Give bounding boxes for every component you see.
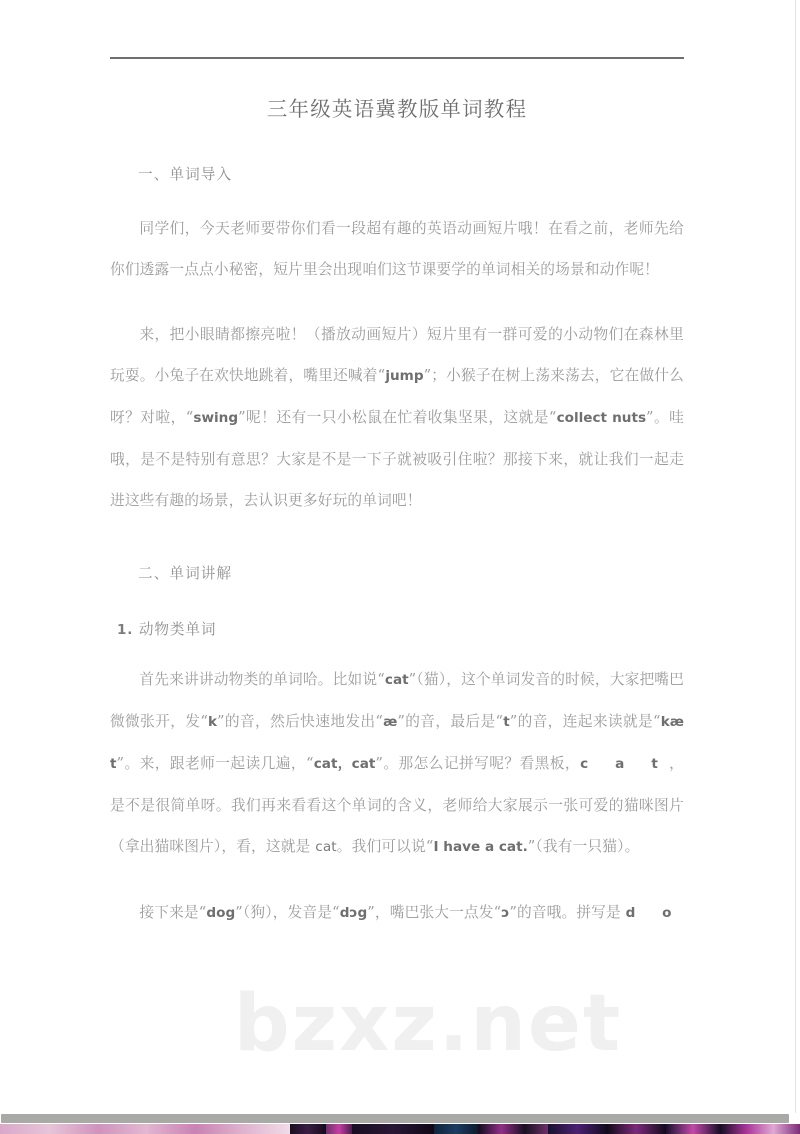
next-page-preview[interactable] bbox=[0, 1124, 800, 1134]
phonetic-dog: dɔg bbox=[339, 905, 368, 921]
horizontal-scrollbar[interactable] bbox=[0, 1113, 800, 1124]
phonetic-kaet: kæt bbox=[110, 714, 685, 772]
text-run: ”（猫），这个单词发音的时候，大家把嘴巴微微张开，发“ bbox=[110, 671, 685, 730]
text-run: ”（狗），发音是“ bbox=[235, 904, 340, 921]
paragraph-intro: 同学们，今天老师要带你们看一段超有趣的英语动画短片哦！在看之前，老师先给你们透露一点点小秘密，短片里会出现咱们这节课要学的单词相关的场景和动作呢！ bbox=[110, 220, 684, 278]
watermark-bzxz: bzxz.net bbox=[233, 979, 623, 1069]
preview-segment bbox=[290, 1124, 326, 1134]
text-run: ”。来，跟老师一起读几遍，“ bbox=[116, 755, 314, 772]
preview-segment bbox=[326, 1124, 352, 1134]
text-run: ”的音，然后快速地发出“ bbox=[217, 713, 384, 730]
preview-segment bbox=[434, 1124, 478, 1134]
text-run: 首先来讲讲动物类的单词哈。比如说“ bbox=[139, 671, 385, 688]
paragraph-dog bbox=[110, 868, 684, 934]
spelling-dog: d o bbox=[625, 905, 683, 921]
phoneme-ae: æ bbox=[383, 714, 398, 730]
preview-segment bbox=[352, 1124, 434, 1134]
word-dog: dog bbox=[206, 905, 236, 921]
word-swing: swing bbox=[193, 410, 239, 426]
phoneme-open-o: ɔ bbox=[501, 905, 510, 921]
text-run: ”；小猴子在树上荡来荡去，它在做什么呀？对啦，“ bbox=[110, 367, 684, 426]
paragraph-cat bbox=[110, 639, 684, 868]
scrollbar-thumb[interactable] bbox=[1, 1114, 789, 1123]
word-cat-inline: cat bbox=[315, 839, 337, 855]
text-run: ”呢！还有一只小松鼠在忙着收集坚果，这就是“ bbox=[238, 409, 557, 426]
phoneme-k: k bbox=[207, 714, 218, 730]
text-run: ”（我有一只猫）。 bbox=[527, 838, 640, 855]
text-run: 接下来是“ bbox=[139, 904, 207, 921]
sentence-i-have-a-cat: I have a cat. bbox=[433, 839, 528, 855]
section-heading-intro: 一、单词导入 bbox=[138, 166, 233, 183]
text-run: ”的音，连起来读就是“ bbox=[509, 713, 661, 730]
spelling-cat: c a t bbox=[580, 756, 669, 772]
word-cat: cat bbox=[384, 672, 409, 688]
word-cat-repeat: cat，cat bbox=[313, 756, 376, 772]
section-heading-explain: 二、单词讲解 bbox=[138, 565, 233, 582]
preview-segment bbox=[148, 1124, 290, 1134]
word-jump: jump bbox=[385, 368, 424, 384]
text-run: ”，嘴巴张大一点发“ bbox=[367, 904, 502, 921]
text-run: 。我们可以说“ bbox=[336, 838, 434, 855]
text-run: ”。哇哦，是不是特别有意思？大家是不是一下子就被吸引住啦？那接下来，就让我们一起走进这些有趣的场景，去认识更多好玩的单词吧！ bbox=[110, 409, 684, 509]
word-collect-nuts: collect nuts bbox=[556, 410, 647, 426]
preview-segment bbox=[0, 1124, 148, 1134]
text-run: 来，把小眼睛都擦亮啦！（播放动画短片）短片里有一群可爱的小动物们在森林里玩耍。小兔子在欢快地跳着，嘴里还喊着“ bbox=[110, 326, 684, 384]
phoneme-t: t bbox=[503, 714, 510, 730]
paragraph-cartoon bbox=[110, 290, 684, 521]
text-run: ”的音，最后是“ bbox=[397, 713, 504, 730]
preview-segment bbox=[606, 1124, 666, 1134]
preview-segment bbox=[666, 1124, 720, 1134]
preview-segment bbox=[478, 1124, 548, 1134]
document-content-column bbox=[110, 0, 684, 934]
preview-segment bbox=[548, 1124, 606, 1134]
preview-segment bbox=[720, 1124, 800, 1134]
subsection-number: 1. bbox=[117, 622, 134, 638]
page-title: 三年级英语冀教版单词教程 bbox=[266, 97, 528, 121]
subsection-label: 动物类单词 bbox=[138, 621, 217, 638]
text-run: ”的音哦。拼写是 bbox=[509, 904, 626, 921]
text-run: ，是不是很简单呀。我们再来看看这个单词的含义，老师给大家展示一张可爱的猫咪图片（拿出猫咪图片），看，这就是 bbox=[110, 755, 685, 855]
subsection-heading-animals bbox=[110, 583, 684, 639]
text-run: ”。那怎么记拼写呢？看黑板， bbox=[375, 755, 581, 772]
